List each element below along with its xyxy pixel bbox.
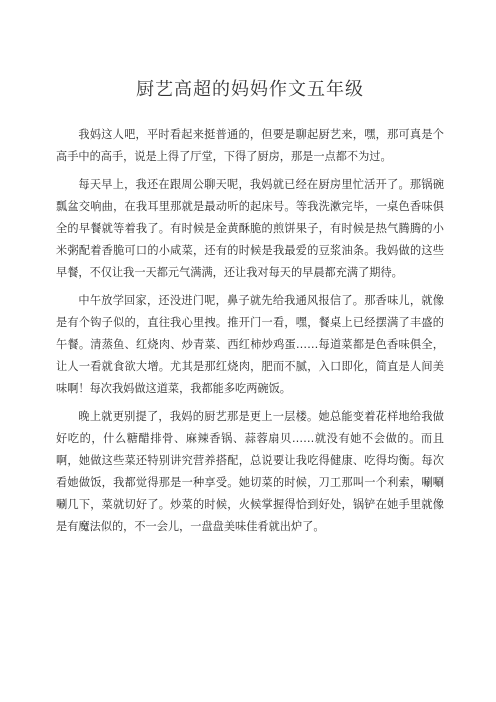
paragraph-2: 每天早上，我还在跟周公聊天呢，我妈就已经在厨房里忙活开了。那锅碗瓢盆交响曲，在我耳里那就是最动听的起床号。等我洗漱完毕，一桌色香味俱全的早餐就等着我了。有时候是金黄酥脆的煎饼果子，有时候是热气腾腾的小米粥配着香脆可口的小咸菜，还有的时候是我最爱的豆浆油条。我妈做的这些早餐，不仅让我一天都元气满满，还让我对每天的早晨都充满了期待。 — [56, 178, 444, 279]
paragraph-1: 我妈这人吧，平时看起来挺普通的，但要是聊起厨艺来，嘿，那可真是个高手中的高手，说是上得了厅堂，下得了厨房，那是一点都不为过。 — [56, 128, 444, 163]
paragraph-3: 中午放学回家，还没进门呢，鼻子就先给我通风报信了。那香味儿，就像是有个钩子似的，直往我心里拽。推开门一看，嘿，餐桌上已经摆满了丰盛的午餐。清蒸鱼、红烧肉、炒青菜、西红柿炒鸡蛋……每道菜都是色香味俱全，让人一看就食欲大增。尤其是那红烧肉，肥而不腻，入口即化，简直是人间美味啊！每次我妈做这道菜，我都能多吃两碗饭。 — [56, 294, 444, 395]
document-body — [56, 124, 444, 538]
document-title: 厨艺高超的妈妈作文五年级 — [136, 79, 364, 100]
paragraph-4: 晚上就更别提了，我妈的厨艺那是更上一层楼。她总能变着花样地给我做好吃的，什么糖醋排骨、麻辣香锅、蒜蓉扇贝……就没有她不会做的。而且啊，她做这些菜还特别讲究营养搭配，总说要让我吃得健康、吃得均衡。每次看她做饭，我都觉得那是一种享受。她切菜的时候，刀工那叫一个利索，唰唰唰几下，菜就切好了。炒菜的时候，火候掌握得恰到好处，锅铲在她手里就像是有魔法似的，不一会儿，一盘盘美味佳肴就出炉了。 — [56, 410, 444, 533]
